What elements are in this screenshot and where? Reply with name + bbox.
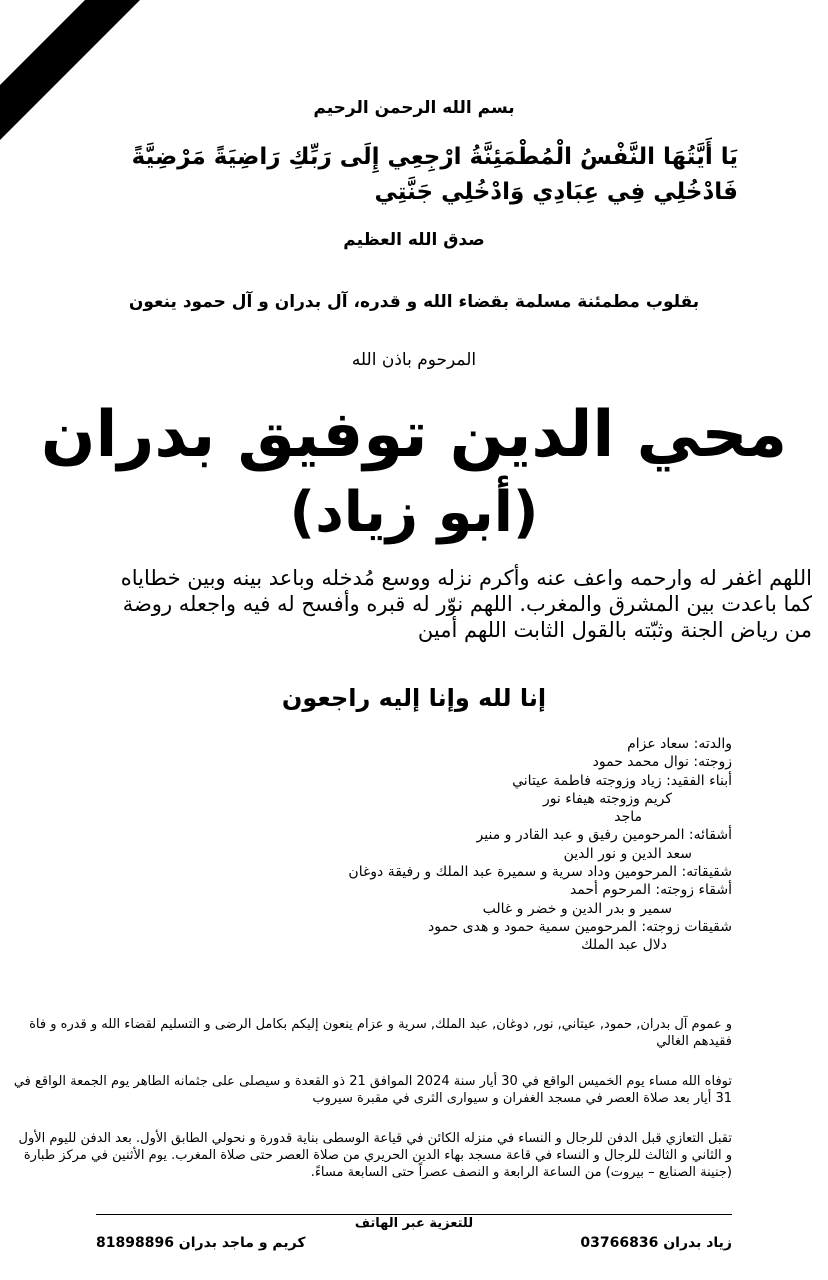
- family-inlaw-sisters: شقيقات زوجته: المرحومين سمية حمود و هدى حمود: [427, 918, 732, 935]
- deceased-kunya: (أبو زياد): [289, 480, 539, 545]
- funeral-details: توفاه الله مساء يوم الخميس الواقع في 30 أيار سنة 2024 الموافق 21 ذو القعدة و سيصلى على جثمانه الطاهر يوم الجمعة الواقع في 31 أيار بعد صلاة العصر في مسجد الغفران و سيوارى الثرى في مقبرة سيروب: [13, 1074, 732, 1106]
- family-brothers-cont: سعد الدين و نور الدين: [563, 845, 692, 862]
- condolence-details: تقبل التعازي قبل الدفن للرجال و النساء في منزله الكائن في قياعة الوسطى بناية قدورة و نحولي الطابق الأول. بعد الدفن لليوم الأول و الثاني و الثالث للرجال و النساء في قاعة مسجد بهاء الدين الحريري من صلاة العصر حتى صلاة المغرب. يوم الأثنين في مركز طبارة (جنينة الصنايع – بيروت) من الساعة الرابعة و النصف عصراً حتى السابعة مساءً.: [18, 1131, 732, 1180]
- family-inlaws: أشقاء زوجته: المرحوم أحمد: [569, 882, 732, 899]
- deceased-label: المرحوم باذن الله: [351, 350, 477, 370]
- divider-line: [96, 1214, 732, 1215]
- phone-contact-2: كريم و ماجد بدران 81898896: [96, 1235, 306, 1251]
- family-mother: والدته: سعاد عزام: [627, 736, 732, 752]
- sadaq-line: صدق الله العظيم: [343, 230, 485, 250]
- inna-lillah: إنا لله وإنا إليه راجعون: [281, 684, 547, 712]
- phone-heading: للتعزية عبر الهاتف: [354, 1216, 474, 1231]
- family-brothers: أشقائه: المرحومين رفيق و عبد القادر و منير: [476, 827, 732, 844]
- extended-family-text: و عموم آل بدران, حمود, عيتاني, نور, دوغان, عبد الملك, سرية و عزام ينعون إليكم بكامل الرضى و التسليم لقضاء الله و قدره و فاة فقيدهم الغالي: [29, 1017, 732, 1049]
- family-inlaws-cont: سمير و بدر الدين و خضر و غالب: [482, 900, 672, 917]
- family-inlaw-sisters-cont: دلال عبد الملك: [581, 937, 667, 954]
- deceased-name: محي الدين توفيق بدران: [40, 398, 788, 472]
- family-sons-cont: ماجد: [614, 809, 642, 826]
- family-list: [348, 735, 732, 955]
- family-sons: أبناء الفقيد: زياد وزوجته فاطمة عيتاني: [512, 772, 732, 789]
- prayer-text: اللهم اغفر له وارحمه واعف عنه وأكرم نزله ووسع مُدخله وباعد بينه وبين خطاياه كما باعدت بين المشرق والمغرب. اللهم نوّر له قبره وأفسح له فيه واجعله روضة من رياض الجنة وثبّته بالقول الثابت اللهم أمين: [120, 566, 812, 642]
- family-sons-cont: كريم وزوجته هيفاء نور: [542, 790, 672, 807]
- phone-contact-1: زياد بدران 03766836: [580, 1235, 732, 1251]
- basmala: بسم الله الرحمن الرحيم: [313, 98, 515, 118]
- announcement-intro: بقلوب مطمئنة مسلمة بقضاء الله و قدره، آل بدران و آل حمود ينعون: [128, 292, 700, 312]
- family-sisters: شقيقاته: المرحومين وداد سرية و سميرة عبد الملك و رفيقة دوغان: [348, 864, 732, 881]
- family-wife: زوجته: نوال محمد حمود: [592, 754, 732, 771]
- quran-verse: يَا أَيَّتُهَا النَّفْسُ الْمُطْمَئِنَّةُ ارْجِعِي إِلَى رَبِّكِ رَاضِيَةً مَرْضِيَّةً فَادْخُلِي فِي عِبَادِي وَادْخُلِي جَنَّتِي: [131, 144, 738, 205]
